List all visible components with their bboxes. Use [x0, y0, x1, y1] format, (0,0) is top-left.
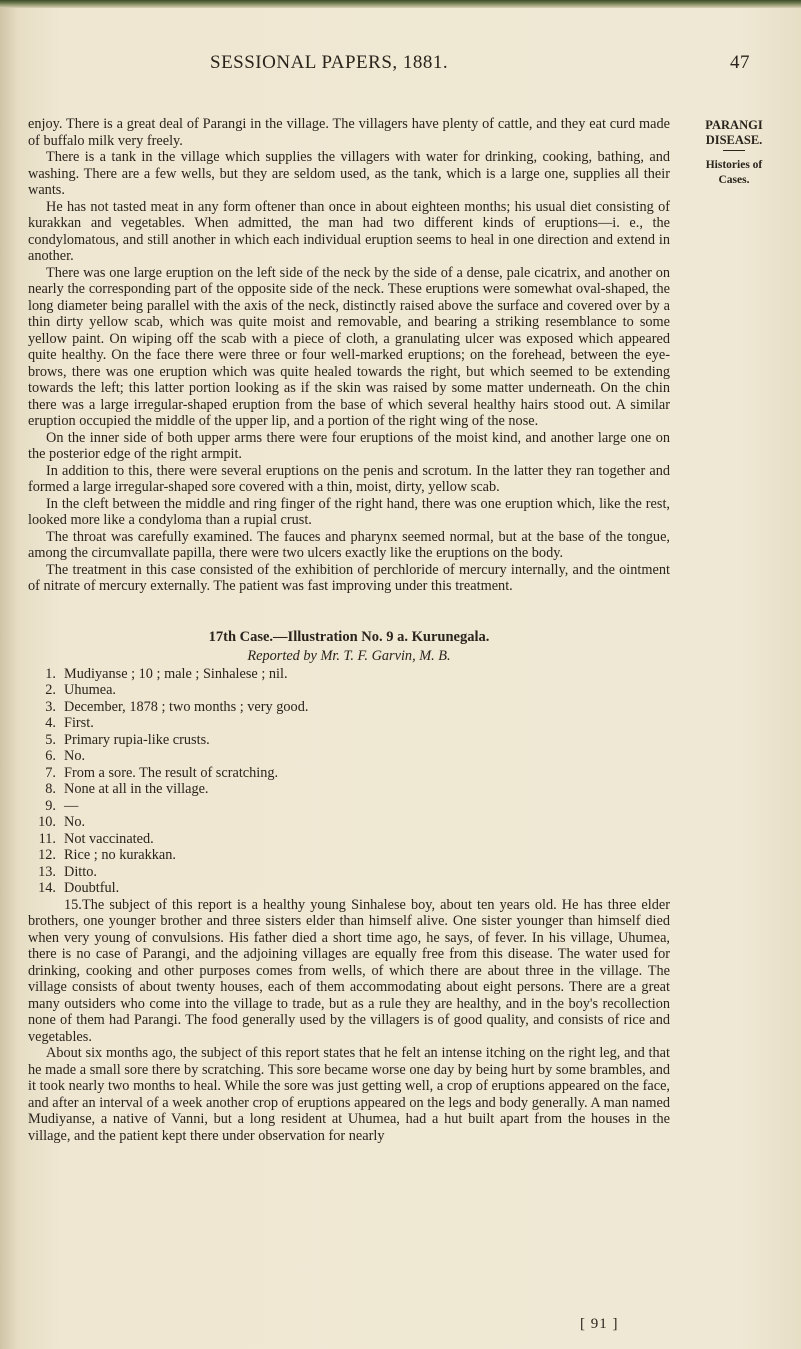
list-item [28, 765, 670, 782]
paragraph: There is a tank in the village which supplies the villagers with water for drinking, cooking, bathing, and washing. There are a few wells, but they are seldom used, as the tank, which is a large one, supplies all their wants. [28, 149, 670, 198]
answer-number: 2 . [28, 682, 56, 699]
list-item [28, 814, 670, 831]
answer-text: None at all in the village. [64, 781, 209, 797]
sidenote-subtitle-line1: Histories of [705, 159, 763, 171]
case-heading: 17th Case.—Illustration No. 9 a. Kurunegala. [208, 628, 490, 645]
list-item [28, 682, 670, 699]
answer-text: Doubtful. [64, 880, 120, 896]
paragraph: The treatment in this case consisted of the exhibition of perchloride of mercury internally, and the ointment of nitrate of mercury externally. The patient was fast improving under this treatment. [28, 561, 670, 594]
sidenote-title-line2: DISEASE. [705, 133, 763, 147]
answer-text: Uhumea. [64, 682, 117, 698]
answer-number: 11 . [28, 831, 56, 848]
paragraph: In the cleft between the middle and ring finger of the right hand, there was one eruption which, like the rest, looked more like a condyloma than a rupial crust. [28, 495, 670, 528]
list-item [28, 699, 670, 716]
paragraph: There was one large eruption on the left side of the neck by the side of a dense, pale cicatrix, and another on nearly the corresponding part of the opposite side of the neck. These eruptions were somewhat oval-shaped, the long diameter being parallel with the axis of the neck, distinctly raised above the surface and covered over by a thin dirty yellow scab, which was quite moist and removable, and bearing a striking resemblance to some yellow paint. On wiping off the scab with a piece of cloth, a granulating ulcer was exposed which appeared quite healthy. On the face there were three or four well-marked eruptions; on the forehead, between the eye-brows, there was one eruption which was quite healed towards the right, but which seemed to be extending towards the left; this latter portion looking as if the skin was raised by some matter underneath. On the chin there was a large irregular-shaped eruption from the base of which several healthy hairs stood out. A similar eruption occupied the middle of the upper lip, and a portion of the right wing of the nose. [28, 264, 670, 429]
answer-list [28, 666, 670, 897]
header-title: SESSIONAL PAPERS, 1881. [210, 52, 449, 73]
sidenote-title-line1: PARANGI [705, 118, 763, 132]
sidenote-rule [723, 150, 745, 151]
sidenote-title [675, 118, 793, 154]
answer-text: Ditto. [64, 863, 97, 880]
answer-number: 7 . [28, 765, 56, 782]
answer-number: 6 . [28, 748, 56, 765]
list-item [28, 798, 670, 815]
paragraph: In addition to this, there were several eruptions on the penis and scrotum. In the latter they ran together and formed a large irregular-shaped sore covered with a thin, moist, dirty, yellow scab. [28, 462, 670, 495]
answer-number: 1 . [28, 666, 56, 683]
answer-text: From a sore. The result of scratching. [64, 764, 279, 781]
answer-text: First. [64, 715, 94, 731]
answer-text: — [64, 797, 79, 814]
answer-number: 5 . [28, 732, 56, 749]
sidenote-subtitle [675, 158, 793, 188]
page-number: 47 [730, 52, 750, 73]
answer-text: No. [64, 814, 86, 830]
list-item [28, 847, 670, 864]
answer-number: 12 . [28, 847, 56, 864]
answer-number: 15. [64, 896, 82, 913]
main-text [28, 116, 670, 1144]
case-reporter: Reported by Mr. T. F. Garvin, M. B. [247, 648, 451, 664]
answer-number: 4 . [28, 715, 56, 732]
list-item [28, 864, 670, 881]
list-item [28, 666, 670, 683]
paragraph: enjoy. There is a great deal of Parangi in the village. The villagers have plenty of cattle, and they eat curd made of buffalo milk very freely. [28, 116, 670, 149]
list-item [28, 781, 670, 798]
answer-text: Primary rupia-like crusts. [64, 731, 210, 748]
paragraph: On the inner side of both upper arms there were four eruptions of the moist kind, and another large one on the posterior edge of the right armpit. [28, 429, 670, 462]
answer-number: 14 . [28, 880, 56, 897]
answer-15 [28, 897, 670, 1046]
answer-number: 8 . [28, 781, 56, 798]
answer-text: Mudiyanse ; 10 ; male ; Sinhalese ; nil. [64, 665, 288, 682]
sidenote-subtitle-line2: Cases. [718, 174, 750, 186]
list-item [28, 732, 670, 749]
answer-15-text: The subject of this report is a healthy young Sinhalese boy, about ten years old. He has three elder brothers, one younger brother and three sisters elder than himself alive. One sister younger than himself died when very young of convulsions. His father died a short time ago, he says, of fever. In his village, Uhumea, there is no case of Parangi, and the adjoining villages are equally free from this disease. The water used for drinking, cooking and other purposes comes from wells, of which there are about three in the village. The village consists of about twenty houses, each of them accommodating about eight persons. There are a great many outsiders who come into the village to trade, but as a rule they are healthy, and in the boy's recollection none of them had Parangi. The food generally used by the villagers is of good quality, and consists of rice and vegetables. [28, 896, 670, 1045]
answer-number: 13 . [28, 864, 56, 881]
paragraph: About six months ago, the subject of this report states that he felt an intense itching on the right leg, and that he made a small sore there by scratching. This sore became worse one day by being hurt by some brambles, and it took nearly two months to heal. While the sore was just getting well, a crop of eruptions appeared on the face, and after an interval of a week another crop of eruptions appeared on the legs and body generally. A man named Mudiyanse, a native of Vanni, but a long resident at Uhumea, had a hut built apart from the houses in the village, and the patient kept there under observation for nearly [28, 1045, 670, 1144]
list-item [28, 715, 670, 732]
answer-text: Rice ; no kurakkan. [64, 847, 176, 863]
answer-text: Not vaccinated. [64, 830, 154, 847]
answer-number: 9 . [28, 798, 56, 815]
answer-number: 3 . [28, 699, 56, 716]
paragraph: The throat was carefully examined. The fauces and pharynx seemed normal, but at the base of the tongue, among the circumvallate papilla, there were two ulcers exactly like the eruptions on the body. [28, 528, 670, 561]
list-item [28, 880, 670, 897]
answer-text: December, 1878 ; two months ; very good. [64, 698, 309, 715]
list-item [28, 748, 670, 765]
top-binding-edge [0, 0, 801, 8]
list-item [28, 831, 670, 848]
paragraph: He has not tasted meat in any form oftener than once in about eighteen months; his usual diet consisting of kurakkan and vegetables. When admitted, the man had two different kinds of eruptions—i. e., the condylomatous, and still another in which each individual eruption seems to heal in one direction and extend in another. [28, 198, 670, 264]
page-marker: [ 91 ] [580, 1316, 619, 1332]
answer-number: 10 . [28, 814, 56, 831]
answer-text: No. [64, 748, 86, 764]
